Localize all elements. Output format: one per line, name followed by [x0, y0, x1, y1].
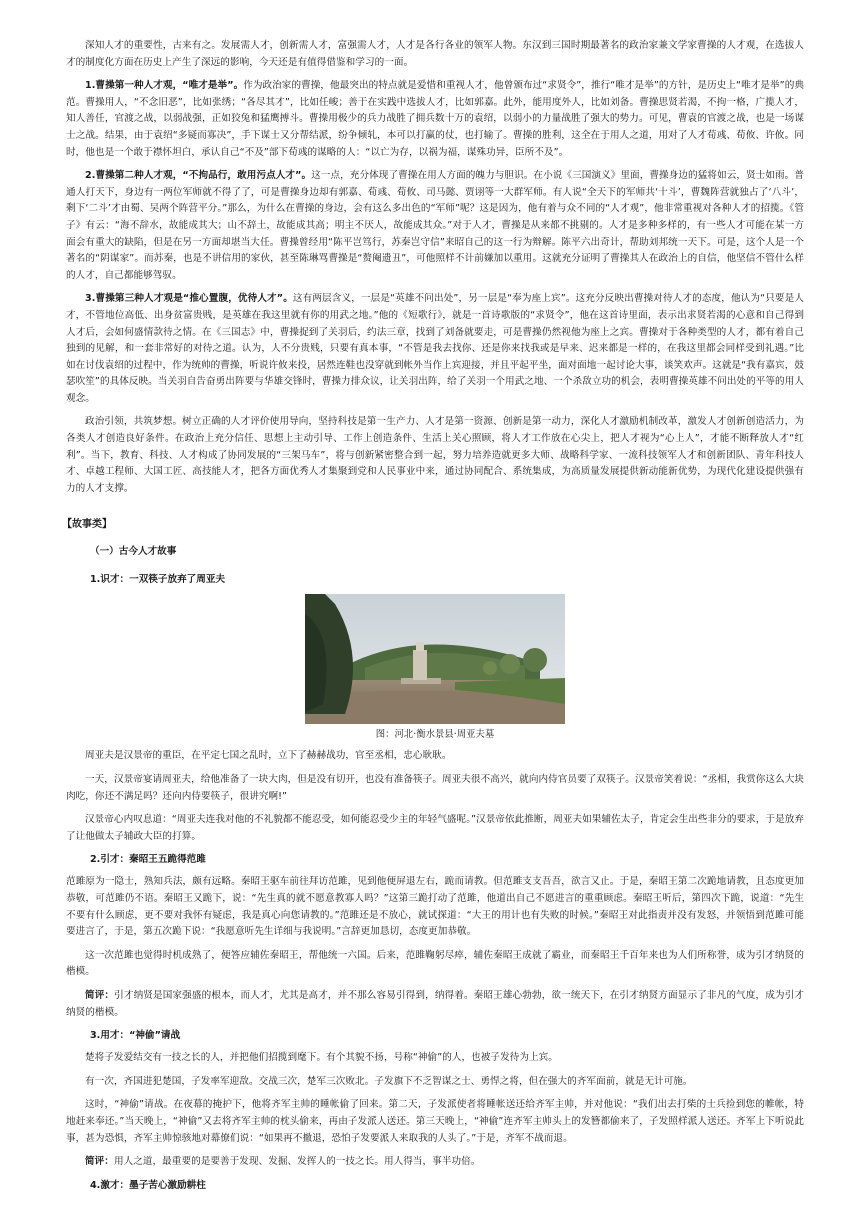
comment-label: 简评： — [85, 989, 115, 1001]
subsection-title: （一）古今人才故事 — [90, 546, 177, 558]
tomb-photo-illustration — [305, 594, 565, 724]
story-title-4: 4.激才：墨子苦心激励耕柱 — [90, 1179, 206, 1191]
tomb-photo — [305, 594, 565, 724]
story-title-2: 2.引才：秦昭王五跪得范雎 — [90, 854, 206, 866]
document-page — [62, 38, 804, 1200]
paragraph-policy: 政治引领，共筑梦想。树立正确的人才评价使用导向，坚持科技是第一生产力、人才是第一资源、创新是第一动力，深化人才激励机制改革，激发人才创新创造活力，为各类人才创造良好条件。在政治上充分信任、思想上主动引导、工作上创造条件、生活上关心照顾，将人才工作放在心尖上，把人才视为“心上人”，才能不断释放人才“红利”。当下，教育、科技、人才构成了协同发展的“三架马车”，将与创新紧密整合到一起，努力培养造就更多大师、战略科学家、一流科技领军人才和创新团队、青年科技人才、卓越工程师、大国工匠、高技能人才，把各方面优秀人才集聚到党和人民事业中来，通过协同配合、系统集成，为高质量发展提供新动能新优势，为现代化建设提供强有力的人才支撑。 — [66, 416, 804, 494]
comment-label: 简评： — [85, 1156, 114, 1168]
paragraph-caocao-3 — [66, 291, 804, 407]
story-3-comment — [66, 1154, 804, 1171]
intro-paragraph: 深知人才的重要性，古来有之。发展需人才，创新需人才，富强需人才，人才是各行各业的领军人物。东汉到三国时期最著名的政治家兼文学家曹操的人才观，在选拔人才的制度化方面在历史上产生了深远的影响，今天还是有值得借鉴和学习的一面。 — [66, 40, 804, 68]
story-1-paragraph-2: 一天，汉景帝宴请周亚夫，给他准备了一块大肉，但是没有切开，也没有准备筷子。周亚夫很不高兴，就向内侍官员要了双筷子。汉景帝笑着说：“丞相，我赏你这么大块肉吃，你还不满足吗？还向内侍要筷子，很讲究啊!” — [66, 774, 804, 802]
photo-caption: 图：河北·衡水景县·周亚夫墓 — [375, 729, 495, 741]
paragraph-text: 作为政治家的曹操，他最突出的特点就是爱惜和重视人才，他曾颁布过“求贤令”，推行“唯才是举”的方针，是历史上“唯才是举”的典范。曹操用人，“不念旧恶”，比如张绣；“各尽其才”，比如任峻；善于在实践中选拔人才，比如郭嘉。此外，能用度外人，比如刘备。曹操思贤若渴，不拘一格，广揽人才，知人善任，官渡之战，以弱战强，正如狡兔和猛鹰搏斗。曹操用极少的兵力战胜了拥兵数十万的袁绍，以弱小的力量战胜了强大的势力。可见，曹袁的官渡之战，也是一场谋士之战。结果，由于袁绍“多疑而寡决”，手下谋士又分帮结派，纷争倾轧，本可以打赢的仗，也打输了。曹操的胜利，这全在于用人之道，用对了人才荀彧、荀攸、许攸。同时，他也是一个敢于襟怀坦白，承认自己“不及”部下荀彧的谋略的人：“以亡为存，以祸为福，谋殊功异，臣所不及”。 — [66, 80, 804, 158]
story-2-comment — [66, 988, 804, 1021]
paragraph-title: 3.曹操第三种人才观是“推心置腹，优待人才”。 — [85, 293, 293, 305]
paragraph-caocao-2 — [66, 168, 804, 284]
story-1-paragraph-1: 周亚夫是汉景帝的重臣，在平定七国之乱时，立下了赫赫战功，官至丞相，忠心耿耿。 — [85, 750, 452, 762]
paragraph-title: 1.曹操第一种人才观，“唯才是举”。 — [85, 80, 244, 92]
story-3-paragraph-1: 楚将子发爱结交有一技之长的人，并把他们招揽到麾下。有个其貌不扬，号称“神偷”的人，也被子发待为上宾。 — [85, 1052, 558, 1064]
story-3-paragraph-2: 有一次，齐国进犯楚国，子发率军迎敌。交战三次，楚军三次败北。子发旗下不乏智谋之士、勇悍之将，但在强大的齐军面前，就是无计可施。 — [85, 1075, 693, 1087]
comment-text: 用人之道，最重要的是要善于发现、发掘、发挥人的一技之长。用人得当，事半功倍。 — [113, 1156, 481, 1168]
paragraph-title: 2.曹操第二种人才观，“不拘品行，敢用污点人才”。 — [85, 170, 312, 182]
section-title: 【故事类】 — [62, 519, 112, 531]
story-2-paragraph-1: 范雎原为一隐士，熟知兵法，颇有远略。秦昭王驱车前往拜访范雎，见到他便屏退左右，跪而请教。但范雎支支吾吾，欲言又止。于是，秦昭王第二次跪地请教，且态度更加恭敬，可范雎仍不语。秦昭王又跪下，说：“先生真的就不愿意教寡人吗？”这第三跪打动了范雎，他道出自己不愿进言的重重顾虑。秦昭王听后，第四次下跪，说道：“先生不要有什么顾虑，更不要对我怀有疑虑，我是真心向您请教的。”范雎还是不放心，就试探道：“大王的用计也有失败的时候。”秦昭王对此指责并没有发怒，并领悟到范雎可能要进言了，于是，第五次跪下说：“我愿意听先生详细与我说明。”言辞更加恳切，态度更加恭敬。 — [66, 876, 804, 938]
story-1-paragraph-3: 汉景帝心内叹息道：“周亚夫连我对他的不礼貌都不能忍受，如何能忍受少主的年轻气盛呢。”汉景帝依此推断，周亚夫如果辅佐太子，肯定会生出些非分的要求，于是放弃了让他做太子辅政大臣的打算。 — [66, 814, 804, 842]
comment-text: 引才纳贤是国家强盛的根本，而人才，尤其是高才，并不那么容易引得到，纳得着。秦昭王雄心勃勃，欲一统天下，在引才纳贤方面显示了非凡的气度，成为引才纳贤的楷模。 — [66, 989, 804, 1018]
story-2-paragraph-2: 这一次范雎也觉得时机成熟了，便答应辅佐秦昭王，帮他统一六国。后来，范雎鞠躬尽瘁，辅佐秦昭王成就了霸业，而秦昭王千百年来也为人们所称誉，成为引才纳贤的楷模。 — [66, 949, 804, 978]
paragraph-text: 这一点，充分体现了曹操在用人方面的魄力与胆识。在小说《三国演义》里面，曹操身边的猛将如云，贤士如雨。普通人打天下，身边有一两位军师就不得了了，可是曹操身边却有郭嘉、荀彧、荀攸、司马懿、贾诩等一大群军师。有人说“全天下的军师共‘十斗’，曹魏阵营就独占了‘八斗’，剩下‘二斗’才由蜀、吴两个阵营平分。”那么，为什么在曹操的身边，会有这么多出色的“军师”呢？这是因为，他有着与众不同的“人才观”，他非常重视对各种人才的招揽。《管子》有云：“海不辞水，故能成其大；山不辞土，故能成其高；明主不厌人，故能成其众。”对于人才，曹操是从来都不挑剔的。人才是多种多样的，有一些人才可能在某一方面会有重大的缺陷，但是在另一方面却堪当大任。曹操曾经用“陈平岂笃行，苏秦岂守信”来昭自己的这一行为辩解。陈平六出奇计，帮助刘邦统一天下。可是，这个人是一个著名的“阴谋家”。而苏秦，也是不讲信用的家伙，甚至陈琳骂曹操是“赘阉遗丑”，可他照样不计前嫌加以重用。这就充分证明了曹操其人在政治上的自信，他坚信不管什么样的人才，自己都能够驾驭。 — [66, 170, 804, 281]
story-3-paragraph-3: 这时，“神偷”请战。在夜幕的掩护下，他将齐军主帅的睡帐偷了回来。第二天，子发派使者将睡帐送还给齐军主帅，并对他说：“我们出去打柴的士兵捡到您的帷帐，特地赶来奉还。”当天晚上，“神偷”又去将齐军主帅的枕头偷来，再由子发派人送还。第三天晚上，“神偷”连齐军主帅头上的发簪都偷来了，子发照样派人送还。齐军上下听说此事，甚为恐惧，齐军主帅惊骇地对幕僚们说：“如果再不撤退，恐怕子发要派人来取我的人头了。”于是，齐军不战而退。 — [66, 1099, 804, 1144]
paragraph-caocao-1 — [66, 78, 804, 161]
story-title-1: 1.识才：一双筷子放弃了周亚夫 — [90, 574, 226, 586]
paragraph-text: 这有两层含义，一层是“英雄不问出处”，另一层是“奉为座上宾”。这充分反映出曹操对待人才的态度，他认为“只要是人才，不管地位高低、出身贫富贵贱，是英雄在我这里就有你的用武之地。”他的《短歌行》，就是一首诗歌版的“求贤令”，他在这首诗里面，表示出求贤若渴的心意和自己得到人才后，会如何盛情款待之情。在《三国志》中，曹操捉到了关羽后，约法三章，找到了刘备就要走，可是曹操仍然视他为座上之宾。曹操对于各种类型的人才，都有着自己独到的见解，和一套非常好的对待之道。认为，人不分贵贱，只要有真本事，“不管是我去找你、还是你来找我或是早来、迟来都是一样的，在我这里都会同样受到礼遇。”比如在讨伐袁绍的过程中，作为统帅的曹操，听说许攸来投，居然连鞋也没穿就到帐外当作上宾迎接，并且平起平坐，面对面地一起讨论大事，谈笑欢声。这就是“我有嘉宾，鼓瑟吹笙”的具体反映。当关羽自告奋勇出阵要与华雄交锋时，曹操力排众议，让关羽出阵，给了关羽一个用武之地、一个杀敌立功的机会，表明曹操英雄不问出处的平等的用人观念。 — [66, 293, 804, 404]
story-title-3: 3.用才：“神偷”请战 — [90, 1030, 181, 1042]
